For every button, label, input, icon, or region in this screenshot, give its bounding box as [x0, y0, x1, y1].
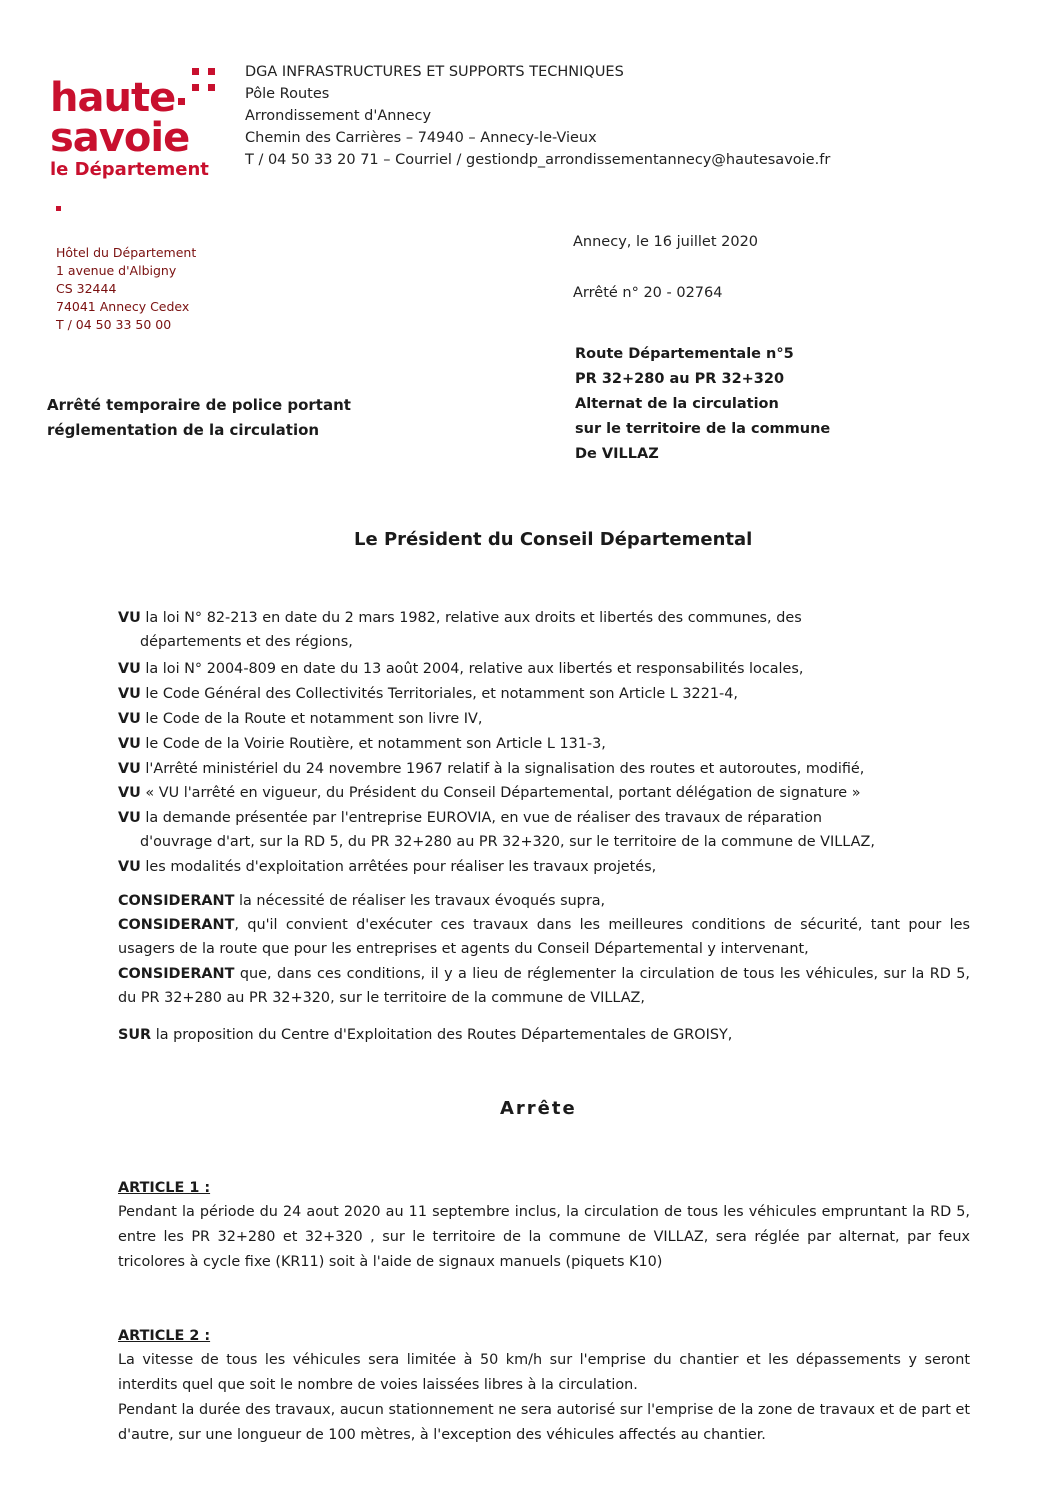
address-line-phone: T / 04 50 33 50 00: [56, 317, 172, 332]
vu-item: [118, 606, 970, 655]
article-1-body: Pendant la période du 24 aout 2020 au 11 septembre inclus, la circulation de tous les véhicules empruntant la RD 5, entre les PR 32+280 et 32+320 , sur le territoire de la commune de VILLAZ, sera réglée par alternat, par feux tricolores à cycle fixe (KR11) soit à l'aide de signaux manuels (piquets K10): [118, 1204, 970, 1270]
logo-square-6: [56, 206, 61, 211]
vu-continuation: d'ouvrage d'art, sur la RD 5, du PR 32+280 au PR 32+320, sur le territoire de la commune de VILLAZ,: [140, 834, 875, 851]
logo-square-3: [192, 84, 199, 91]
logo-square-4: [208, 84, 215, 91]
article-2-title: ARTICLE 2 :: [118, 1328, 211, 1344]
considerant-paragraph: [118, 913, 970, 962]
vu-item: [118, 757, 970, 781]
vu-keyword: VU: [118, 859, 141, 875]
address-line-hotel: Hôtel du Département: [56, 245, 197, 260]
vu-text: le Code Général des Collectivités Territoriales, et notamment son Article L 3221-4,: [140, 686, 738, 702]
vu-keyword: VU: [118, 711, 141, 727]
vu-keyword: VU: [118, 610, 141, 626]
logo-word-departement: le Département: [50, 159, 209, 180]
address-line-cs: CS 32444: [56, 281, 117, 296]
vu-keyword: VU: [118, 736, 141, 752]
vu-item: [118, 682, 970, 706]
article-1-title: ARTICLE 1 :: [118, 1180, 211, 1196]
vu-item: [118, 855, 970, 879]
vu-item: [118, 657, 970, 681]
logo-square-1: [192, 68, 199, 75]
address-line-city: 74041 Annecy Cedex: [56, 299, 190, 314]
address-block: [56, 244, 196, 334]
logo-square-5: [178, 98, 185, 105]
arrete-number: Arrêté n° 20 - 02764: [573, 285, 723, 301]
vu-continuation: départements et des régions,: [140, 634, 353, 651]
vu-keyword: VU: [118, 785, 141, 801]
logo-word-savoie: savoie: [50, 115, 190, 161]
vu-item: [118, 732, 970, 756]
header-line-pole: Pôle Routes: [245, 86, 330, 102]
vu-text: la loi N° 82-213 en date du 2 mars 1982, relative aux droits et libertés des communes, des: [140, 610, 802, 626]
vu-item: [118, 707, 970, 731]
sur-text: la proposition du Centre d'Exploitation des Routes Départementales de GROISY,: [151, 1027, 733, 1043]
logo-word-haute: haute: [50, 75, 176, 121]
header-block: [245, 61, 830, 171]
considerant-text: , qu'il convient d'exécuter ces travaux dans les meilleures conditions de sécurité, tant pour les usagers de la route que pour les entreprises et agents du Conseil Départemental y intervenant,: [118, 917, 970, 958]
vu-keyword: VU: [118, 661, 141, 677]
article-2-paragraph-2: Pendant la durée des travaux, aucun stationnement ne sera autorisé sur l'emprise de la zone de travaux et de part et d'autre, sur une longueur de 100 mètres, à l'exception des véhicules affectés au chantier.: [118, 1402, 970, 1443]
header-line-dga: DGA INFRASTRUCTURES ET SUPPORTS TECHNIQUES: [245, 64, 624, 80]
header-line-address: Chemin des Carrières – 74940 – Annecy-le-Vieux: [245, 130, 597, 146]
arrete-heading: Arrête: [500, 1098, 577, 1119]
route-line-rd: Route Départementale n°5: [575, 346, 794, 362]
address-line-street: 1 avenue d'Albigny: [56, 263, 177, 278]
header-line-contact: T / 04 50 33 20 71 – Courriel / gestiondp_arrondissementannecy@hautesavoie.fr: [245, 152, 831, 168]
considerant-keyword: CONSIDERANT: [118, 917, 235, 933]
considerant-paragraph: [118, 962, 970, 1011]
sur-keyword: SUR: [118, 1027, 152, 1043]
vu-text: la loi N° 2004-809 en date du 13 août 2004, relative aux libertés et responsabilités locales,: [140, 661, 804, 677]
subject-line-2: réglementation de la circulation: [47, 421, 320, 439]
vu-item: [118, 806, 970, 855]
subject-block: [47, 393, 351, 443]
vu-text: l'Arrêté ministériel du 24 novembre 1967 relatif à la signalisation des routes et autoroutes, modifié,: [140, 761, 865, 777]
vu-text: « VU l'arrêté en vigueur, du Président du Conseil Départemental, portant délégation de signature »: [140, 785, 861, 801]
considerant-keyword: CONSIDERANT: [118, 966, 235, 982]
document-date: Annecy, le 16 juillet 2020: [573, 234, 759, 250]
route-block: [575, 342, 830, 467]
logo-square-2: [208, 68, 215, 75]
route-line-territoire: sur le territoire de la commune: [575, 421, 831, 437]
sur-paragraph: [118, 1023, 970, 1047]
considerant-paragraph: [118, 889, 970, 913]
vu-text: le Code de la Voirie Routière, et notamment son Article L 131-3,: [140, 736, 606, 752]
logo: [48, 66, 218, 216]
considerant-text: que, dans ces conditions, il y a lieu de réglementer la circulation de tous les véhicules, sur la RD 5, du PR 32+280 au PR 32+320, sur le territoire de la commune de VILLAZ,: [118, 966, 970, 1007]
header-line-arrondissement: Arrondissement d'Annecy: [245, 108, 432, 124]
considerant-text: la nécessité de réaliser les travaux évoqués supra,: [234, 893, 606, 909]
vu-text: la demande présentée par l'entreprise EUROVIA, en vue de réaliser des travaux de réparation: [140, 810, 823, 826]
subject-line-1: Arrêté temporaire de police portant: [47, 396, 351, 414]
president-heading: Le Président du Conseil Départemental: [354, 529, 753, 550]
vu-item: [118, 781, 970, 805]
vu-keyword: VU: [118, 810, 141, 826]
vu-keyword: VU: [118, 686, 141, 702]
considerant-keyword: CONSIDERANT: [118, 893, 235, 909]
vu-keyword: VU: [118, 761, 141, 777]
vu-text: le Code de la Route et notamment son livre IV,: [140, 711, 483, 727]
article-2-paragraph-1: La vitesse de tous les véhicules sera limitée à 50 km/h sur l'emprise du chantier et les dépassements y seront interdits quel que soit le nombre de voies laissées libres à la circulation.: [118, 1352, 970, 1393]
route-line-commune: De VILLAZ: [575, 446, 659, 462]
vu-text: les modalités d'exploitation arrêtées pour réaliser les travaux projetés,: [140, 859, 657, 875]
route-line-pr: PR 32+280 au PR 32+320: [575, 371, 785, 387]
route-line-alternat: Alternat de la circulation: [575, 396, 779, 412]
